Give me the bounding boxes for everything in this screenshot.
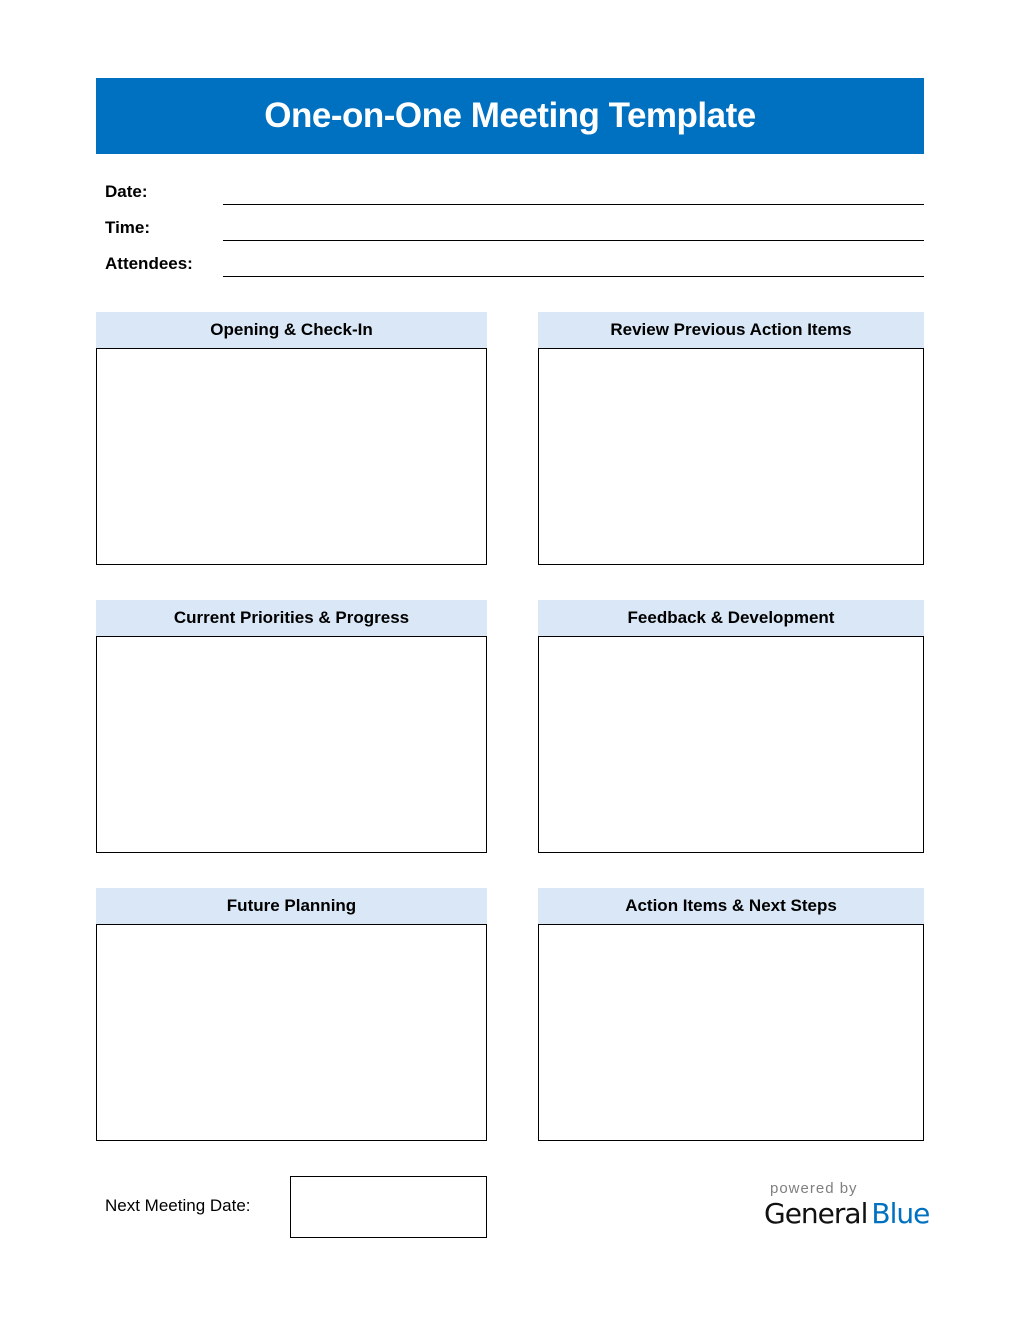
section-future-planning	[96, 888, 487, 1141]
section-notes-box[interactable]	[538, 924, 924, 1141]
next-meeting-date-input[interactable]	[290, 1176, 487, 1238]
section-action-items-next-steps	[538, 888, 924, 1141]
section-header: Feedback & Development	[538, 600, 924, 636]
section-notes-box[interactable]	[96, 636, 487, 853]
powered-by-text: powered by	[770, 1180, 858, 1197]
brand-name-blue: Blue	[871, 1197, 930, 1230]
page-title: One-on-One Meeting Template	[264, 96, 756, 135]
attendees-field	[105, 250, 924, 286]
section-header: Review Previous Action Items	[538, 312, 924, 348]
section-header: Future Planning	[96, 888, 487, 924]
section-header: Current Priorities & Progress	[96, 600, 487, 636]
section-header: Opening & Check-In	[96, 312, 487, 348]
section-notes-box[interactable]	[96, 924, 487, 1141]
section-header: Action Items & Next Steps	[538, 888, 924, 924]
time-label: Time:	[105, 218, 151, 237]
section-current-priorities-progress	[96, 600, 487, 853]
date-field	[105, 178, 924, 214]
section-feedback-development	[538, 600, 924, 853]
attendees-input-line[interactable]	[223, 276, 924, 277]
section-notes-box[interactable]	[96, 348, 487, 565]
section-notes-box[interactable]	[538, 348, 924, 565]
generalblue-logo	[764, 1180, 930, 1230]
date-input-line[interactable]	[223, 204, 924, 205]
time-input-line[interactable]	[223, 240, 924, 241]
brand-name-general: General	[764, 1197, 868, 1230]
title-banner	[96, 78, 924, 154]
next-meeting-label: Next Meeting Date:	[105, 1196, 251, 1215]
time-field	[105, 214, 924, 250]
attendees-label: Attendees:	[105, 254, 193, 273]
date-label: Date:	[105, 182, 148, 201]
section-review-previous-action-items	[538, 312, 924, 565]
section-notes-box[interactable]	[538, 636, 924, 853]
section-opening-check-in	[96, 312, 487, 565]
brand-name	[764, 1197, 930, 1230]
